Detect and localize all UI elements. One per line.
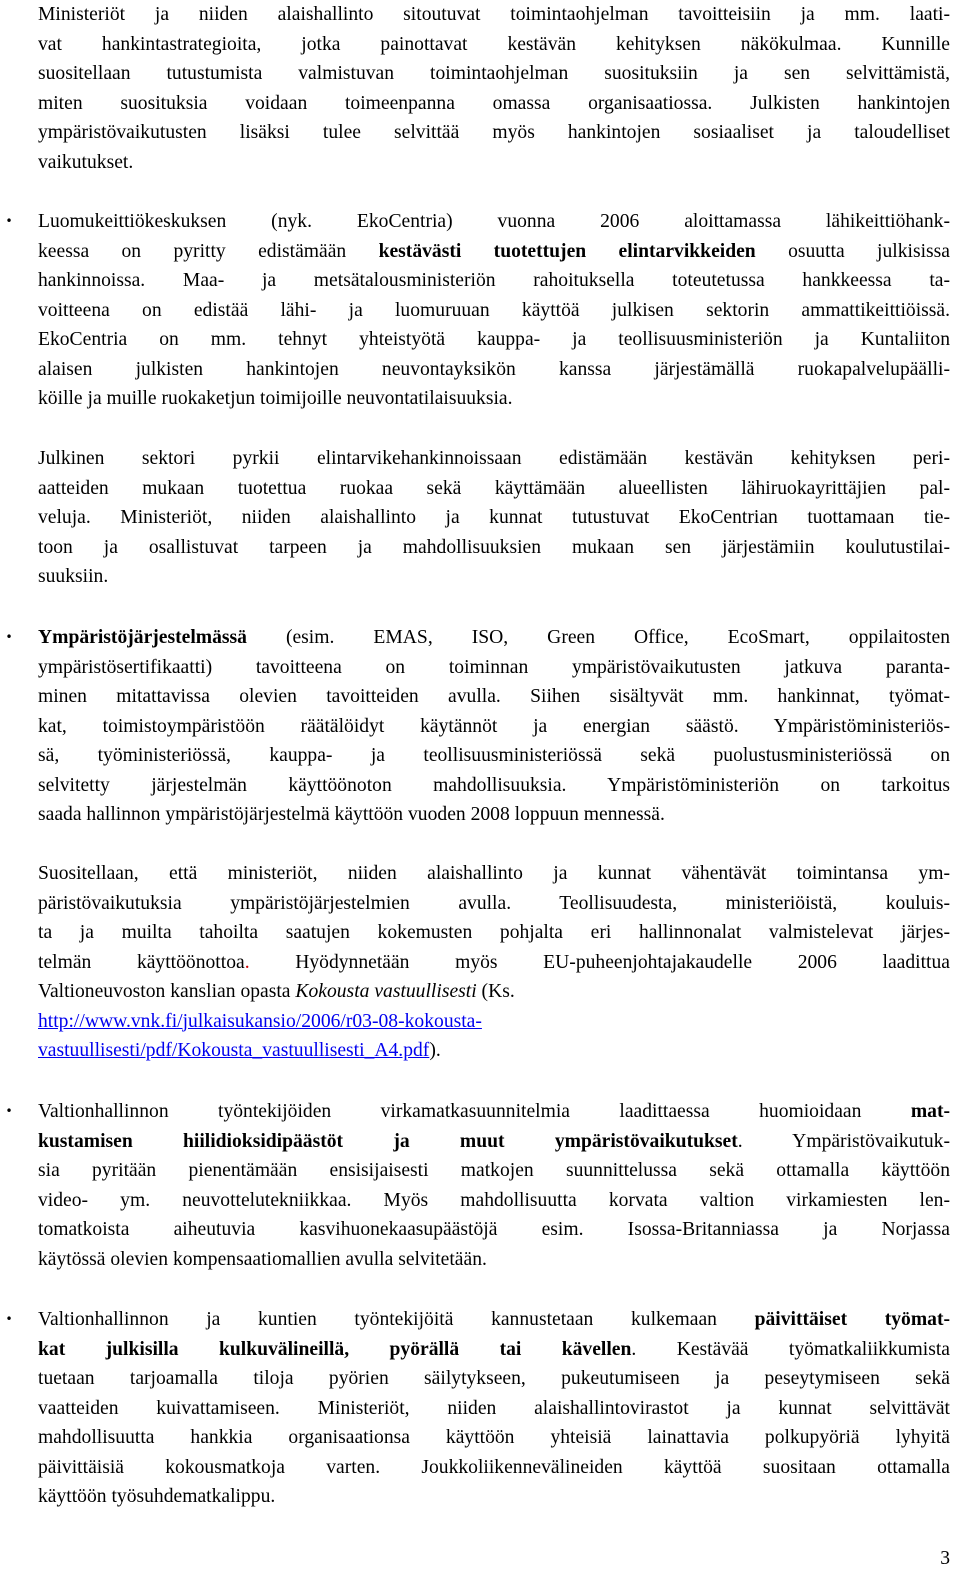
text-line: Ministeriöt ja niiden alaishallinto sitoutuvat toimintaohjelman tavoitteisiin ja mm. laati-	[38, 4, 950, 25]
guide-link-part1[interactable]: http://www.vnk.fi/julkaisukansio/2006/r03-08-kokousta-	[38, 1010, 482, 1032]
text-line: video- ym. neuvottelutekniikkaa. Myös mahdollisuutta korvata valtion virkamiesten len-	[38, 1189, 950, 1211]
text-line: köille ja muille ruokaketjun toimijoille neuvontatilaisuuksia.	[38, 388, 513, 409]
text-line: saada hallinnon ympäristöjärjestelmä käyttöön vuoden 2008 loppuun mennessä.	[38, 804, 665, 825]
paragraph-public-sector-food	[38, 444, 950, 592]
bullet-icon: •	[5, 1312, 13, 1326]
text-line: tomatkoista aiheutuvia kasvihuonekaasupäästöjä esim. Isossa-Britanniassa ja Norjassa	[38, 1219, 950, 1240]
bold-phrase: mat-	[910, 1101, 950, 1122]
text-line: veluja. Ministeriöt, niiden alaishallinto ja kunnat tutustuvat EkoCentrian tuottamaan tie-	[38, 507, 950, 528]
bullet-text	[38, 1305, 950, 1512]
text-line: ta ja muilta tahoilta saatujen kokemusten pohjalta eri hallinnonalat valmistelevat järjes-	[38, 922, 950, 943]
text-line: ympäristövaikutusten lisäksi tulee selvittää myös hankintojen sosiaaliset ja taloudelliset	[38, 122, 950, 143]
text-line: vastuullisesti/pdf/Kokousta_vastuullisesti_A4.pdf).	[38, 1040, 441, 1061]
bold-phrase: kestävästi tuotettujen elintarvikkeiden	[378, 240, 756, 262]
bold-phrase: kat julkisilla kulkuvälineillä, pyörällä tai kävellen	[38, 1338, 632, 1360]
page-number: 3	[940, 1548, 950, 1569]
paragraph-recommendation	[38, 859, 950, 1066]
continuation-paragraph	[38, 0, 950, 177]
bullet-icon: •	[5, 1104, 13, 1118]
text-line: tuetaan tarjoamalla tiloja pyörien säilytykseen, pukeutumiseen ja peseytymiseen sekä	[38, 1368, 950, 1389]
bold-phrase: päivittäiset työmat-	[754, 1309, 951, 1330]
text-line: hankinnoissa. Maa- ja metsätalousministeriön rahoituksella toteutetussa hankkeessa ta-	[38, 270, 950, 291]
text-line: vat hankintastrategioita, jotka painottavat kestävän kehityksen näkökulmaa. Kunnille	[38, 33, 950, 55]
text-line: Valtionhallinnon ja kuntien työntekijöitä kannustetaan kulkemaan päivittäiset työmat-	[38, 1309, 951, 1330]
text-line: päivittäisiä kokousmatkoja varten. Joukkoliikennevälineiden käyttöä suositaan ottamalla	[38, 1456, 950, 1478]
text-line: suuksiin.	[38, 566, 109, 587]
text-line: alaisen julkisten hankintojen neuvontayksikön kanssa järjestämällä ruokapalvelupäälli-	[38, 358, 950, 380]
guide-link-part2[interactable]: vastuullisesti/pdf/Kokousta_vastuullisesti_A4.pdf	[38, 1040, 430, 1061]
text-line: ympäristösertifikaatti) tavoitteena on toiminnan ympäristövaikutusten jatkuva paranta-	[38, 656, 950, 678]
text-line: voitteena on edistää lähi- ja luomuruuan käyttöä julkisen sektorin ammattikeittiöissä.	[38, 299, 950, 321]
text-line: mahdollisuutta hankkia organisaationsa käyttöön yhteisiä lainattavia polkupyöriä lyhyitä	[38, 1427, 950, 1448]
text-line: toon ja osallistuvat tarpeen ja mahdollisuuksien mukaan sen järjestämiin koulutustilai-	[38, 536, 950, 558]
text-line: vaatteiden kuivattamiseen. Ministeriöt, niiden alaishallintovirastot ja kunnat selvittävät	[38, 1397, 950, 1419]
text-line: Luomukeittiökeskuksen (nyk. EkoCentria) vuonna 2006 aloittamassa lähikeittiöhank-	[38, 211, 950, 232]
text-line: sia pyritään pienentämään ensisijaisesti matkojen suunnittelussa sekä ottamalla käyttöön	[38, 1160, 950, 1181]
text-line: EkoCentria on mm. tehnyt yhteistyötä kauppa- ja teollisuusministeriön ja Kuntaliiton	[38, 329, 950, 350]
italic-title: Kokousta vastuullisesti	[295, 981, 477, 1002]
text-line: kustamisen hiilidioksidipäästöt ja muut ympäristövaikutukset. Ympäristövaikutuk-	[38, 1130, 950, 1152]
text-line: Suositellaan, että ministeriöt, niiden alaishallinto ja kunnat vähentävät toimintansa ym-	[38, 863, 950, 884]
text-line: Julkinen sektori pyrkii elintarvikehankinnoissaan edistämään kestävän kehityksen peri-	[38, 448, 950, 469]
text-line: aatteiden mukaan tuotettua ruokaa sekä käyttämään alueellisten lähiruokayrittäjien pal-	[38, 477, 950, 499]
text-line: minen mitattavissa olevien tavoitteiden avulla. Siihen sisältyvät mm. hankinnat, työmat-	[38, 686, 950, 707]
text-line: käytössä olevien kompensaatiomallien avulla selvitetään.	[38, 1248, 487, 1270]
red-period: .	[244, 951, 250, 973]
bullet-text	[38, 623, 950, 830]
text-line: käyttöön työsuhdematkalippu.	[38, 1486, 276, 1507]
text-line: selvitetty järjestelmän käyttöönoton mahdollisuuksia. Ympäristöministeriön on tarkoitus	[38, 774, 950, 796]
bold-phrase: Ympäristöjärjestelmässä	[38, 627, 247, 648]
text-line: kat julkisilla kulkuvälineillä, pyörällä tai kävellen. Kestävää työmatkaliikkumista	[38, 1338, 950, 1360]
text-line: vaikutukset.	[38, 151, 134, 173]
text-line: telmän käyttöönottoa. Hyödynnetään myös EU-puheenjohtajakaudelle 2006 laadittua	[38, 951, 950, 973]
text-line: sä, työministeriössä, kauppa- ja teollisuusministeriössä sekä puolustusministeriössä on	[38, 745, 950, 766]
text-line	[38, 1007, 950, 1037]
text-line: kat, toimistoympäristöön räätälöidyt käytännöt ja energian säästö. Ympäristöministeriös-	[38, 715, 950, 737]
text-line: Valtionhallinnon työntekijöiden virkamatkasuunnitelmia laadittaessa huomioidaan mat-	[38, 1101, 950, 1122]
bullet-text	[38, 1097, 950, 1274]
bullet-text	[38, 207, 950, 414]
bullet-icon: •	[5, 214, 13, 228]
text-line: Ympäristöjärjestelmässä (esim. EMAS, ISO, Green Office, EcoSmart, oppilaitosten	[38, 627, 950, 648]
bold-phrase: kustamisen hiilidioksidipäästöt ja muut ympäristövaikutukset	[38, 1130, 738, 1152]
text-line: miten suosituksia voidaan toimeenpanna omassa organisaatiossa. Julkisten hankintojen	[38, 92, 950, 114]
text-line: päristövaikutuksia ympäristöjärjestelmien avulla. Teollisuudesta, ministeriöistä, kouluis-	[38, 892, 950, 914]
text-line: keessa on pyritty edistämään kestävästi tuotettujen elintarvikkeiden osuutta julkisissa	[38, 240, 950, 262]
text-line: suositellaan tutustumista valmistuvan toimintaohjelman suosituksiin ja sen selvittämistä,	[38, 63, 950, 84]
text-line: Valtioneuvoston kanslian opasta Kokousta vastuullisesti (Ks.	[38, 981, 515, 1002]
bullet-icon: •	[5, 630, 13, 644]
